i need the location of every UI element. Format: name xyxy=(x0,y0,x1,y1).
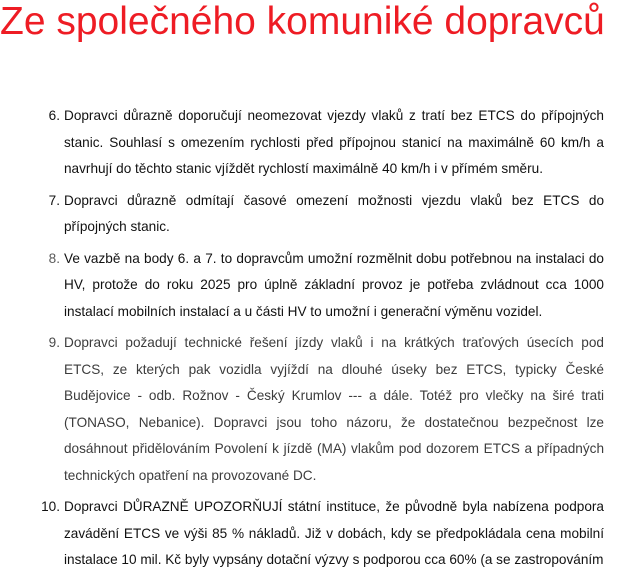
list-item-10 xyxy=(42,494,604,574)
communique-list xyxy=(42,103,604,574)
item-text: Dopravci důrazně odmítají časové omezení možnosti vjezdu vlaků bez ETCS do přípojných stanic. xyxy=(64,192,604,234)
list-item-7 xyxy=(42,188,604,241)
item-number: 6. xyxy=(48,108,60,123)
item-text: Dopravci DŮRAZNĚ UPOZORŇUJÍ státní instituce, že původně byla nabízena podpora zavádění ETCS ve výši 85 % nákladů. Již v dobách, kdy se předpokládala cena mobilní instalace 10 mil. Kč byly vypsány dotační výzvy s podporou cca 60% (a se zastropováním xyxy=(64,499,604,567)
item-number: 10. xyxy=(41,499,60,514)
item-number: 8. xyxy=(48,250,60,266)
item-text: Dopravci důrazně doporučují neomezovat vjezdy vlaků z tratí bez ETCS do přípojných stanic. Souhlasí s omezením rychlosti před přípojnou stanicí na maximálně 60 km/h a navrhují do těchto stanic vjíždět rychlostí maximálně 40 km/h i v přímém směru. xyxy=(64,108,604,176)
list-item-9 xyxy=(42,330,604,489)
list-item-6 xyxy=(42,103,604,183)
item-number: 7. xyxy=(48,192,60,208)
item-text: Ve vazbě na body 6. a 7. to dopravcům umožní rozmělnit dobu potřebnou na instalaci do HV, protože do roku 2025 pro úplně základní provoz je potřeba zvládnout cca 1000 instalací mobilních instalací a u části HV to umožní i generační výměnu vozidel. xyxy=(64,250,604,319)
item-text: Dopravci požadují technické řešení jízdy vlaků i na krátkých traťových úsecích pod ETCS, ze kterých pak vozidla vyjíždí na dlouhé úseky bez ETCS, typicky České Budějovice - odb. Rožnov - Český Krumlov --- a dále. Totéž pro vlečky na širé trati (TONASO, Nebanice). Dopravci jsou toho názoru, že dostatečnou bezpečnost lze dosáhnout přidělováním Povolení k jízdě (MA) vlakům pod dozorem ETCS a případných technických opatření na provozované DC. xyxy=(64,335,604,483)
item-number: 9. xyxy=(48,335,60,350)
slide-title: Ze společného komuniké dopravců xyxy=(0,0,605,43)
list-item-8 xyxy=(42,246,604,326)
